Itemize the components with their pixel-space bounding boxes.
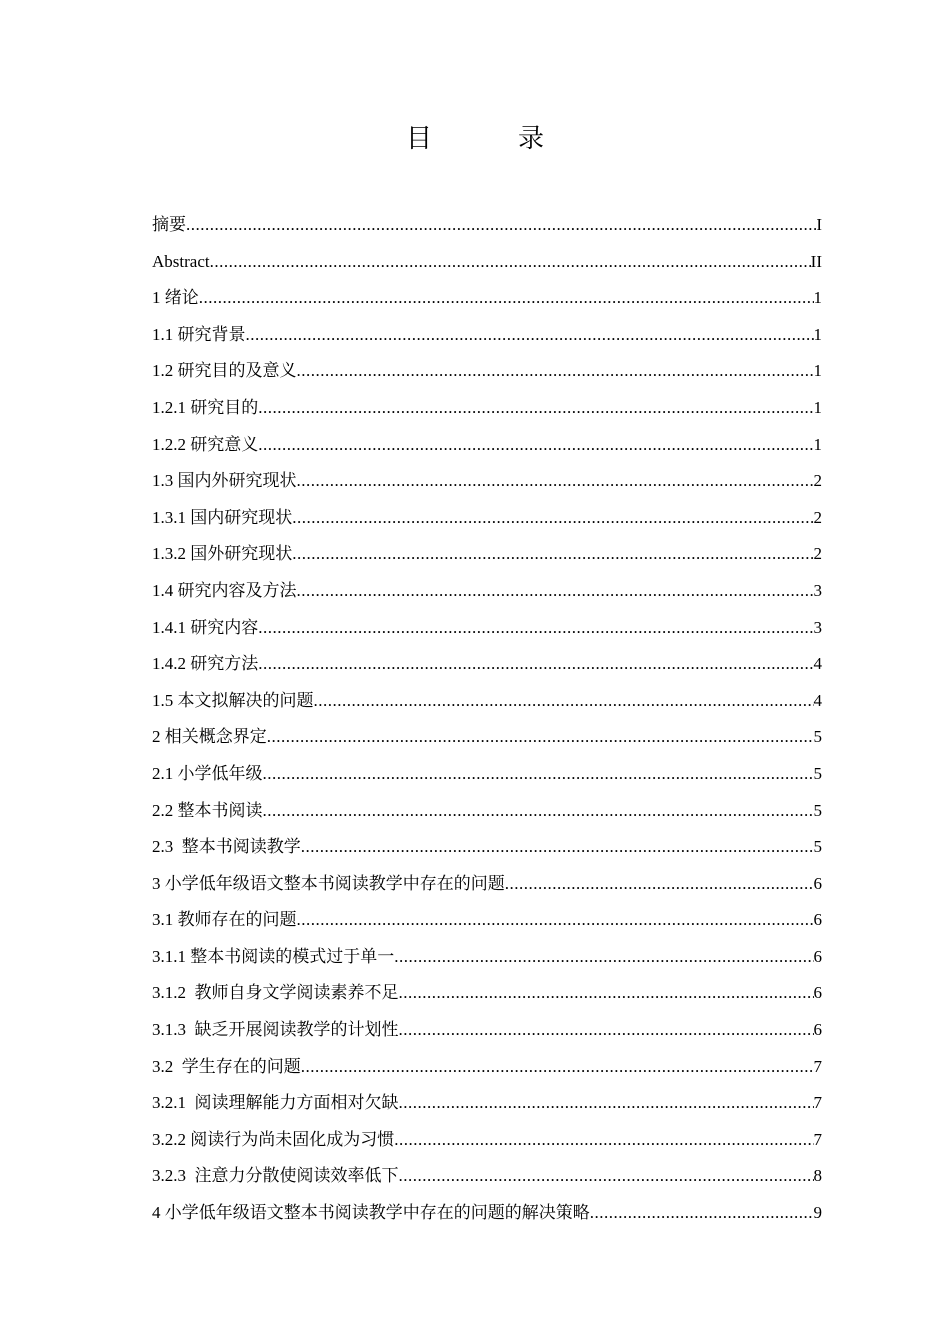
toc-entry-label: 3.1.3 缺乏开展阅读教学的计划性 — [152, 1020, 399, 1040]
toc-entry-page: 9 — [813, 1203, 822, 1223]
toc-entry-label: 1.2.1 研究目的 — [152, 397, 259, 417]
toc-entry-label: 3.1.2 教师自身文学阅读素养不足 — [152, 983, 399, 1003]
toc-entry-page: 1 — [813, 397, 822, 417]
toc-entry-label: 1.3.1 国内研究现状 — [152, 507, 293, 527]
toc-dot-leader — [258, 646, 813, 683]
toc-entry[interactable] — [152, 1122, 822, 1159]
toc-entry-label: 2.3 整本书阅读教学 — [152, 837, 301, 857]
toc-entry[interactable] — [152, 280, 822, 317]
toc-dot-leader — [301, 1049, 814, 1086]
toc-entry-label: 4 小学低年级语文整本书阅读教学中存在的问题的解决策略 — [152, 1203, 590, 1223]
toc-entry[interactable] — [152, 536, 822, 573]
toc-dot-leader — [590, 1195, 814, 1232]
toc-entry-page: 4 — [813, 654, 822, 674]
toc-entry-label: 3.2 学生存在的问题 — [152, 1056, 301, 1076]
toc-entry-label: 1.3 国内外研究现状 — [152, 471, 297, 491]
toc-dot-leader — [301, 829, 814, 866]
toc-entry[interactable] — [152, 353, 822, 390]
toc-dot-leader — [210, 244, 811, 281]
toc-entry-page: 3 — [813, 580, 822, 600]
toc-entry[interactable] — [152, 756, 822, 793]
toc-entry-page: 5 — [813, 763, 822, 783]
toc-entry-page: 6 — [813, 983, 822, 1003]
toc-entry-page: 2 — [813, 471, 822, 491]
toc-dot-leader — [314, 683, 814, 720]
toc-entry-page: 7 — [813, 1129, 822, 1149]
toc-entry-page: 7 — [813, 1056, 822, 1076]
toc-dot-leader — [394, 1122, 813, 1159]
toc-entry-page: 1 — [813, 288, 822, 308]
toc-dot-leader — [399, 1158, 814, 1195]
toc-entry[interactable] — [152, 1158, 822, 1195]
toc-entry-page: 8 — [813, 1166, 822, 1186]
toc-dot-leader — [399, 1085, 814, 1122]
toc-dot-leader — [186, 207, 816, 244]
toc-entry-label: 2.2 整本书阅读 — [152, 800, 263, 820]
toc-entry[interactable] — [152, 939, 822, 976]
toc-dot-leader — [399, 975, 814, 1012]
toc-entry[interactable] — [152, 793, 822, 830]
toc-entry-label: Abstract — [152, 251, 210, 271]
table-of-contents — [152, 207, 822, 1232]
toc-dot-leader — [199, 280, 814, 317]
toc-entry-page: 2 — [813, 507, 822, 527]
toc-entry-page: 5 — [813, 727, 822, 747]
toc-entry[interactable] — [152, 427, 822, 464]
toc-entry-label: 1.2.2 研究意义 — [152, 434, 259, 454]
toc-entry-page: 1 — [813, 434, 822, 454]
toc-entry[interactable] — [152, 683, 822, 720]
toc-entry-label: 3.2.2 阅读行为尚未固化成为习惯 — [152, 1129, 395, 1149]
toc-entry[interactable] — [152, 829, 822, 866]
toc-entry-page: 1 — [813, 361, 822, 381]
toc-entry-page: 6 — [813, 1020, 822, 1040]
toc-dot-leader — [258, 390, 813, 427]
toc-entry-page: II — [810, 251, 822, 271]
toc-entry[interactable] — [152, 1012, 822, 1049]
toc-entry[interactable] — [152, 317, 822, 354]
toc-dot-leader — [297, 902, 814, 939]
toc-entry-label: 1.3.2 国外研究现状 — [152, 544, 293, 564]
toc-entry-page: 6 — [813, 873, 822, 893]
toc-dot-leader — [399, 1012, 814, 1049]
toc-entry-label: 3 小学低年级语文整本书阅读教学中存在的问题 — [152, 873, 505, 893]
toc-entry[interactable] — [152, 573, 822, 610]
toc-entry-page: 1 — [813, 324, 822, 344]
toc-dot-leader — [297, 463, 814, 500]
toc-dot-leader — [297, 353, 814, 390]
toc-dot-leader — [263, 756, 814, 793]
toc-entry-page: 6 — [813, 946, 822, 966]
toc-entry-label: 1.4.2 研究方法 — [152, 654, 259, 674]
toc-entry[interactable] — [152, 719, 822, 756]
toc-entry[interactable] — [152, 866, 822, 903]
toc-dot-leader — [263, 793, 814, 830]
toc-entry-page: 3 — [813, 617, 822, 637]
toc-entry-page: 5 — [813, 800, 822, 820]
toc-entry-label: 2.1 小学低年级 — [152, 763, 263, 783]
toc-entry-page: I — [816, 215, 822, 234]
toc-entry-label: 1.4 研究内容及方法 — [152, 580, 297, 600]
toc-entry-label: 3.1 教师存在的问题 — [152, 910, 297, 930]
toc-dot-leader — [297, 573, 814, 610]
toc-entry[interactable] — [152, 500, 822, 537]
toc-dot-leader — [258, 610, 813, 647]
toc-entry-page: 7 — [813, 1093, 822, 1113]
toc-entry-label: 1.5 本文拟解决的问题 — [152, 690, 314, 710]
toc-entry[interactable] — [152, 207, 822, 244]
toc-entry[interactable] — [152, 610, 822, 647]
toc-entry-label: 3.2.3 注意力分散使阅读效率低下 — [152, 1166, 399, 1186]
toc-entry-label: 3.2.1 阅读理解能力方面相对欠缺 — [152, 1093, 399, 1113]
toc-dot-leader — [394, 939, 813, 976]
toc-entry-label: 1.2 研究目的及意义 — [152, 361, 297, 381]
toc-dot-leader — [258, 427, 813, 464]
toc-entry[interactable] — [152, 463, 822, 500]
toc-entry[interactable] — [152, 975, 822, 1012]
toc-entry-page: 6 — [813, 910, 822, 930]
toc-entry-label: 1.4.1 研究内容 — [152, 617, 259, 637]
toc-entry[interactable] — [152, 390, 822, 427]
toc-dot-leader — [246, 317, 814, 354]
toc-dot-leader — [292, 500, 813, 537]
toc-entry-page: 4 — [813, 690, 822, 710]
toc-entry-page: 2 — [813, 544, 822, 564]
toc-title: 目 录 — [405, 124, 574, 154]
toc-entry[interactable] — [152, 902, 822, 939]
toc-entry[interactable] — [152, 1049, 822, 1086]
toc-dot-leader — [267, 719, 814, 756]
toc-entry-page: 5 — [813, 837, 822, 857]
toc-dot-leader — [505, 866, 814, 903]
toc-entry[interactable] — [152, 244, 822, 281]
toc-dot-leader — [292, 536, 813, 573]
toc-entry-label: 摘要 — [152, 215, 186, 234]
toc-entry-label: 3.1.1 整本书阅读的模式过于单一 — [152, 946, 395, 966]
toc-entry-label: 1.1 研究背景 — [152, 324, 246, 344]
toc-entry[interactable] — [152, 1085, 822, 1122]
toc-entry[interactable] — [152, 646, 822, 683]
toc-entry-label: 1 绪论 — [152, 288, 199, 308]
toc-entry-label: 2 相关概念界定 — [152, 727, 267, 747]
toc-entry[interactable] — [152, 1195, 822, 1232]
